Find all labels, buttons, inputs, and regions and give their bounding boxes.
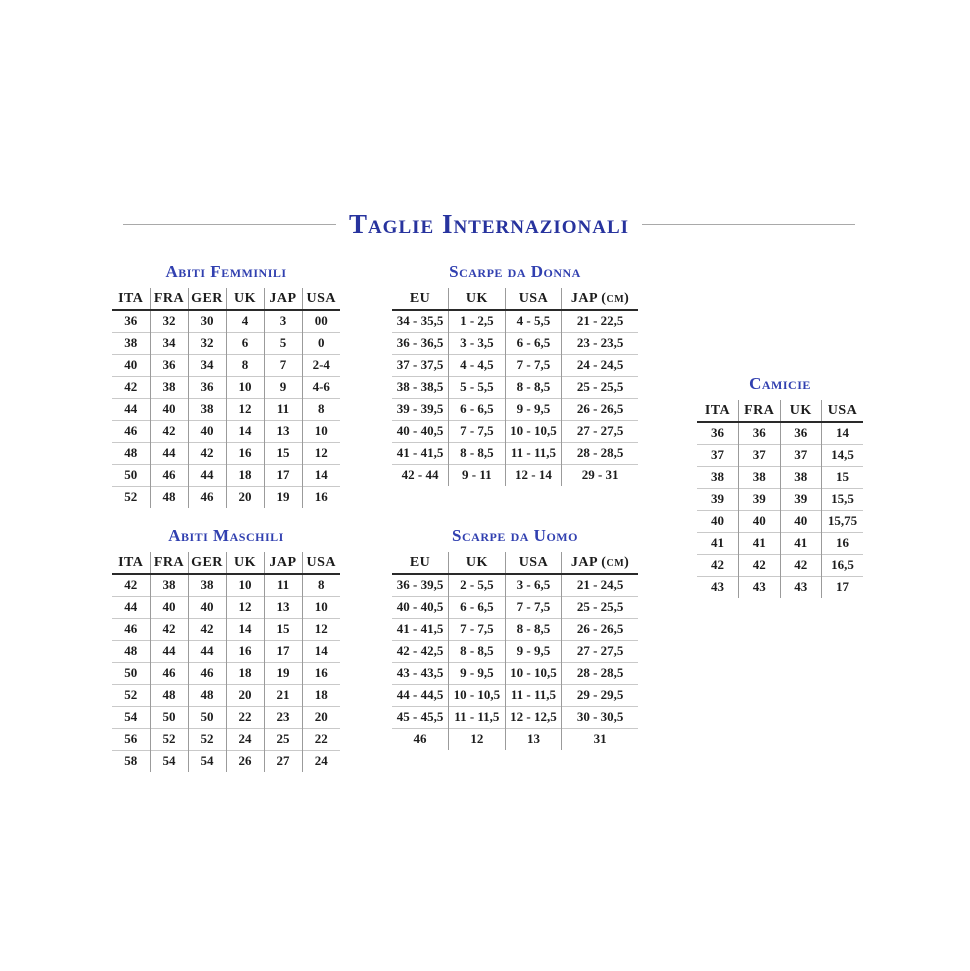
page-title-row xyxy=(123,209,855,239)
table-cell: 18 xyxy=(226,662,264,684)
table-cell: 26 - 26,5 xyxy=(562,398,638,420)
table-cell: 43 xyxy=(697,576,739,598)
table-cell: 16 xyxy=(302,662,340,684)
table-cell: 43 xyxy=(739,576,781,598)
table-cell: 45 - 45,5 xyxy=(392,706,449,728)
section-scarpe-da-uomo xyxy=(392,526,638,750)
table-cell: 6 xyxy=(226,332,264,354)
table-cell: 40 xyxy=(188,420,226,442)
table-cell: 7 - 7,5 xyxy=(449,420,506,442)
table-cell: 8 - 8,5 xyxy=(449,442,506,464)
table-cell: 25 - 25,5 xyxy=(562,596,638,618)
table-cell: 16 xyxy=(302,486,340,508)
table-cell: 16 xyxy=(226,442,264,464)
title-divider-left xyxy=(123,224,336,225)
column-header: USA xyxy=(822,400,864,422)
table-cell: 46 xyxy=(150,662,188,684)
table-row xyxy=(112,618,340,640)
table-cell: 15 xyxy=(264,442,302,464)
table-cell: 18 xyxy=(226,464,264,486)
table-cell: 38 xyxy=(188,398,226,420)
table-cell: 15 xyxy=(264,618,302,640)
table-cell: 42 xyxy=(188,618,226,640)
table-cell: 12 xyxy=(226,398,264,420)
table-cell: 14 xyxy=(226,618,264,640)
table-cell: 12 xyxy=(302,442,340,464)
table-row xyxy=(112,420,340,442)
table-cell: 41 xyxy=(780,532,822,554)
column-header: UK xyxy=(226,552,264,574)
title-divider-right xyxy=(642,224,855,225)
table-cell: 50 xyxy=(188,706,226,728)
table-cell: 8 xyxy=(226,354,264,376)
table-cell: 54 xyxy=(188,750,226,772)
table-header-row xyxy=(392,288,638,310)
table-cell: 43 - 43,5 xyxy=(392,662,449,684)
table-cell: 40 xyxy=(739,510,781,532)
table-cell: 11 xyxy=(264,574,302,596)
table-cell: 38 xyxy=(150,574,188,596)
table-header-row xyxy=(112,288,340,310)
table-cell: 32 xyxy=(188,332,226,354)
table-row xyxy=(112,332,340,354)
column-header: UK xyxy=(780,400,822,422)
table-cell: 4 - 5,5 xyxy=(505,310,562,332)
table-cell: 12 xyxy=(226,596,264,618)
table-header-row xyxy=(112,552,340,574)
table-scarpe-da-uomo xyxy=(392,552,638,750)
table-cell: 7 - 7,5 xyxy=(505,354,562,376)
table-cell: 52 xyxy=(150,728,188,750)
table-cell: 48 xyxy=(188,684,226,706)
table-cell: 8 - 8,5 xyxy=(505,618,562,640)
table-cell: 42 - 44 xyxy=(392,464,449,486)
table-cell: 5 - 5,5 xyxy=(449,376,506,398)
table-cell: 38 xyxy=(780,466,822,488)
table-cell: 37 xyxy=(780,444,822,466)
table-cell: 39 xyxy=(780,488,822,510)
table-cell: 14,5 xyxy=(822,444,864,466)
table-row xyxy=(392,640,638,662)
table-cell: 40 xyxy=(150,596,188,618)
table-cell: 25 - 25,5 xyxy=(562,376,638,398)
table-cell: 13 xyxy=(264,420,302,442)
table-cell: 10 xyxy=(302,596,340,618)
table-row xyxy=(697,510,863,532)
table-cell: 3 - 3,5 xyxy=(449,332,506,354)
table-cell: 14 xyxy=(226,420,264,442)
table-abiti-femminili xyxy=(112,288,340,508)
table-cell: 16,5 xyxy=(822,554,864,576)
table-cell: 36 - 39,5 xyxy=(396,577,444,593)
table-cell: 38 xyxy=(188,574,226,596)
table-cell: 26 - 26,5 xyxy=(562,618,638,640)
table-cell: 52 xyxy=(112,684,150,706)
table-cell: 16 xyxy=(226,640,264,662)
table-cell: 42 xyxy=(697,554,739,576)
table-cell: 12 - 12,5 xyxy=(505,706,562,728)
table-cell: 17 xyxy=(264,464,302,486)
table-cell: 14 xyxy=(302,464,340,486)
table-cell: 32 xyxy=(150,310,188,332)
column-header: USA xyxy=(302,552,340,574)
table-cell: 8 xyxy=(302,398,340,420)
table-row xyxy=(112,728,340,750)
table-cell: 43 xyxy=(780,576,822,598)
table-cell: 46 xyxy=(392,728,449,750)
table-cell: 00 xyxy=(302,310,340,332)
table-row xyxy=(112,398,340,420)
table-cell: 23 - 23,5 xyxy=(562,332,638,354)
table-cell: 31 xyxy=(562,728,638,750)
table-cell: 3 xyxy=(264,310,302,332)
table-row xyxy=(112,464,340,486)
table-camicie xyxy=(697,400,863,598)
table-row xyxy=(697,444,863,466)
table-row xyxy=(697,554,863,576)
section-abiti-femminili xyxy=(112,262,340,508)
table-cell: 14 xyxy=(822,422,864,444)
table-cell: 20 xyxy=(302,706,340,728)
table-row xyxy=(112,574,340,596)
table-cell: 26 xyxy=(226,750,264,772)
table-row xyxy=(112,596,340,618)
section-abiti-maschili xyxy=(112,526,340,772)
table-cell: 4 xyxy=(226,310,264,332)
table-cell: 19 xyxy=(264,486,302,508)
table-cell: 38 xyxy=(150,376,188,398)
table-cell: 22 xyxy=(226,706,264,728)
table-title-scarpe-da-donna: Scarpe da Donna xyxy=(449,262,581,281)
table-cell: 42 xyxy=(124,577,138,593)
table-row xyxy=(392,464,638,486)
table-cell: 20 xyxy=(226,486,264,508)
table-cell: 12 - 14 xyxy=(505,464,562,486)
table-row xyxy=(392,398,638,420)
column-header: JAP (cm) xyxy=(562,288,638,310)
table-cell: 27 - 27,5 xyxy=(562,420,638,442)
table-cell: 9 xyxy=(264,376,302,398)
table-cell: 34 - 35,5 xyxy=(396,313,444,329)
table-row xyxy=(112,684,340,706)
column-header: EU xyxy=(392,288,449,310)
table-header-row xyxy=(392,552,638,574)
table-row xyxy=(112,354,340,376)
table-cell: 42 - 42,5 xyxy=(392,640,449,662)
table-cell: 18 xyxy=(302,684,340,706)
column-header: FRA xyxy=(739,400,781,422)
column-header: FRA xyxy=(150,552,188,574)
table-cell: 42 xyxy=(150,420,188,442)
table-cell: 2 - 5,5 xyxy=(449,574,506,596)
column-header: UK xyxy=(449,288,506,310)
table-cell: 39 xyxy=(697,488,739,510)
table-cell: 50 xyxy=(112,662,150,684)
table-cell: 28 - 28,5 xyxy=(562,662,638,684)
column-header: UK xyxy=(226,288,264,310)
column-header: ITA xyxy=(112,288,150,310)
table-cell: 40 xyxy=(697,510,739,532)
table-row xyxy=(392,354,638,376)
table-cell: 48 xyxy=(150,684,188,706)
table-cell: 42 xyxy=(188,442,226,464)
table-cell: 36 - 36,5 xyxy=(392,332,449,354)
table-title-abiti-femminili: Abiti Femminili xyxy=(165,262,287,281)
table-cell: 44 xyxy=(112,398,150,420)
table-cell: 44 xyxy=(188,640,226,662)
table-cell: 15 xyxy=(822,466,864,488)
table-row xyxy=(697,532,863,554)
table-cell: 46 xyxy=(150,464,188,486)
table-cell: 13 xyxy=(264,596,302,618)
table-cell: 7 - 7,5 xyxy=(505,596,562,618)
table-row xyxy=(112,640,340,662)
table-cell: 9 - 11 xyxy=(449,464,506,486)
table-cell: 38 xyxy=(697,466,739,488)
table-cell: 58 xyxy=(112,750,150,772)
table-cell: 6 - 6,5 xyxy=(449,596,506,618)
table-cell: 24 - 24,5 xyxy=(562,354,638,376)
table-header-row xyxy=(697,400,863,422)
table-cell: 10 - 10,5 xyxy=(449,684,506,706)
table-cell: 21 - 22,5 xyxy=(562,310,638,332)
table-row xyxy=(392,662,638,684)
table-row xyxy=(392,332,638,354)
table-cell: 36 xyxy=(739,422,781,444)
table-cell: 7 - 7,5 xyxy=(449,618,506,640)
table-cell: 11 - 11,5 xyxy=(505,442,562,464)
table-cell: 15,75 xyxy=(822,510,864,532)
table-row xyxy=(392,420,638,442)
table-cell: 41 xyxy=(697,532,739,554)
table-cell: 44 xyxy=(112,596,150,618)
table-cell: 11 - 11,5 xyxy=(505,684,562,706)
table-cell: 40 xyxy=(188,596,226,618)
column-header: FRA xyxy=(150,288,188,310)
table-cell: 12 xyxy=(449,728,506,750)
table-cell: 8 - 8,5 xyxy=(505,376,562,398)
column-header: GER xyxy=(188,288,226,310)
table-cell: 39 - 39,5 xyxy=(392,398,449,420)
table-row xyxy=(697,422,863,444)
column-header: ITA xyxy=(697,400,739,422)
table-cell: 25 xyxy=(264,728,302,750)
table-row xyxy=(697,466,863,488)
table-row xyxy=(112,750,340,772)
table-cell: 27 xyxy=(264,750,302,772)
table-row xyxy=(697,488,863,510)
table-cell: 39 xyxy=(739,488,781,510)
column-header: UK xyxy=(449,552,506,574)
table-abiti-maschili xyxy=(112,552,340,772)
column-header: GER xyxy=(188,552,226,574)
table-cell: 44 xyxy=(150,640,188,662)
table-row xyxy=(112,706,340,728)
table-cell: 24 xyxy=(302,750,340,772)
table-cell: 1 - 2,5 xyxy=(449,310,506,332)
section-scarpe-da-donna xyxy=(392,262,638,486)
table-cell: 29 - 31 xyxy=(562,464,638,486)
table-cell: 27 - 27,5 xyxy=(562,640,638,662)
column-header: ITA xyxy=(112,552,150,574)
table-cell: 40 xyxy=(780,510,822,532)
table-row xyxy=(112,376,340,398)
table-cell: 48 xyxy=(112,640,150,662)
page-title: Taglie Internazionali xyxy=(348,209,630,239)
table-cell: 10 - 10,5 xyxy=(505,662,562,684)
table-cell: 44 xyxy=(188,464,226,486)
table-cell: 36 xyxy=(188,376,226,398)
table-row xyxy=(392,376,638,398)
table-cell: 10 xyxy=(226,574,264,596)
table-cell: 0 xyxy=(302,332,340,354)
table-row xyxy=(392,618,638,640)
table-cell: 41 - 41,5 xyxy=(392,618,449,640)
table-row xyxy=(392,684,638,706)
table-cell: 37 - 37,5 xyxy=(392,354,449,376)
table-cell: 46 xyxy=(188,662,226,684)
table-cell: 11 - 11,5 xyxy=(449,706,506,728)
table-cell: 10 - 10,5 xyxy=(505,420,562,442)
table-cell: 38 - 38,5 xyxy=(392,376,449,398)
table-row xyxy=(697,576,863,598)
table-cell: 17 xyxy=(264,640,302,662)
table-cell: 46 xyxy=(188,486,226,508)
table-row xyxy=(392,442,638,464)
column-header: USA xyxy=(302,288,340,310)
table-cell: 4 - 4,5 xyxy=(449,354,506,376)
table-cell: 24 xyxy=(226,728,264,750)
table-cell: 3 - 6,5 xyxy=(505,574,562,596)
table-cell: 30 xyxy=(188,310,226,332)
table-cell: 50 xyxy=(150,706,188,728)
table-row xyxy=(392,310,638,332)
table-cell: 40 - 40,5 xyxy=(392,420,449,442)
table-scarpe-da-donna xyxy=(392,288,638,486)
table-cell: 52 xyxy=(188,728,226,750)
table-cell: 46 xyxy=(112,420,150,442)
table-cell: 10 xyxy=(302,420,340,442)
table-cell: 42 xyxy=(112,376,150,398)
table-cell: 38 xyxy=(112,332,150,354)
table-cell: 37 xyxy=(697,444,739,466)
table-cell: 14 xyxy=(302,640,340,662)
table-cell: 54 xyxy=(112,706,150,728)
table-cell: 19 xyxy=(264,662,302,684)
table-cell: 37 xyxy=(739,444,781,466)
table-row xyxy=(112,486,340,508)
table-cell: 12 xyxy=(302,618,340,640)
table-row xyxy=(392,728,638,750)
table-cell: 34 xyxy=(150,332,188,354)
table-cell: 30 - 30,5 xyxy=(562,706,638,728)
table-cell: 11 xyxy=(264,398,302,420)
table-row xyxy=(112,442,340,464)
table-cell: 9 - 9,5 xyxy=(505,398,562,420)
section-camicie xyxy=(697,374,863,598)
table-cell: 46 xyxy=(112,618,150,640)
table-cell: 9 - 9,5 xyxy=(449,662,506,684)
table-cell: 29 - 29,5 xyxy=(562,684,638,706)
table-cell: 40 - 40,5 xyxy=(392,596,449,618)
table-cell: 36 xyxy=(124,313,138,329)
table-cell: 50 xyxy=(112,464,150,486)
table-cell: 56 xyxy=(112,728,150,750)
table-cell: 40 xyxy=(112,354,150,376)
table-cell: 48 xyxy=(150,486,188,508)
table-row xyxy=(112,662,340,684)
table-title-abiti-maschili: Abiti Maschili xyxy=(168,526,284,545)
table-cell: 6 - 6,5 xyxy=(505,332,562,354)
table-cell: 21 - 24,5 xyxy=(562,574,638,596)
table-cell: 22 xyxy=(302,728,340,750)
table-cell: 54 xyxy=(150,750,188,772)
table-cell: 10 xyxy=(226,376,264,398)
column-header: JAP (cm) xyxy=(562,552,638,574)
table-cell: 8 xyxy=(302,574,340,596)
table-cell: 44 xyxy=(150,442,188,464)
table-row xyxy=(112,310,340,332)
table-row xyxy=(392,706,638,728)
table-cell: 36 xyxy=(150,354,188,376)
table-row xyxy=(392,574,638,596)
table-cell: 6 - 6,5 xyxy=(449,398,506,420)
table-cell: 8 - 8,5 xyxy=(449,640,506,662)
table-cell: 23 xyxy=(264,706,302,728)
table-cell: 9 - 9,5 xyxy=(505,640,562,662)
table-cell: 41 - 41,5 xyxy=(392,442,449,464)
table-cell: 44 - 44,5 xyxy=(392,684,449,706)
table-cell: 16 xyxy=(822,532,864,554)
table-cell: 38 xyxy=(739,466,781,488)
table-cell: 40 xyxy=(150,398,188,420)
table-cell: 4-6 xyxy=(302,376,340,398)
column-header: JAP xyxy=(264,552,302,574)
column-header: EU xyxy=(392,552,449,574)
table-cell: 48 xyxy=(112,442,150,464)
column-header: USA xyxy=(505,552,562,574)
table-cell: 34 xyxy=(188,354,226,376)
table-cell: 17 xyxy=(822,576,864,598)
table-cell: 13 xyxy=(505,728,562,750)
column-header: USA xyxy=(505,288,562,310)
table-cell: 42 xyxy=(150,618,188,640)
table-cell: 28 - 28,5 xyxy=(562,442,638,464)
table-cell: 5 xyxy=(264,332,302,354)
column-header: JAP xyxy=(264,288,302,310)
table-cell: 42 xyxy=(739,554,781,576)
table-row xyxy=(392,596,638,618)
table-cell: 20 xyxy=(226,684,264,706)
table-cell: 36 xyxy=(780,422,822,444)
table-cell: 2-4 xyxy=(302,354,340,376)
table-cell: 52 xyxy=(112,486,150,508)
table-title-scarpe-da-uomo: Scarpe da Uomo xyxy=(452,526,578,545)
table-cell: 36 xyxy=(711,425,724,441)
table-cell: 42 xyxy=(780,554,822,576)
table-cell: 41 xyxy=(739,532,781,554)
table-cell: 15,5 xyxy=(822,488,864,510)
table-cell: 7 xyxy=(264,354,302,376)
table-title-camicie: Camicie xyxy=(749,374,811,393)
table-cell: 21 xyxy=(264,684,302,706)
